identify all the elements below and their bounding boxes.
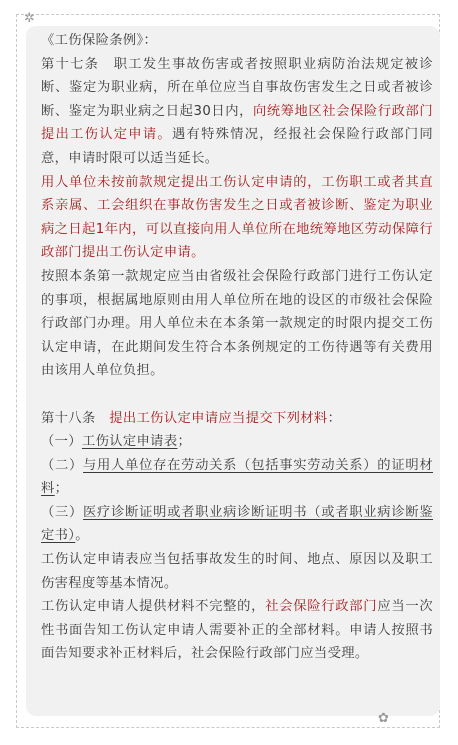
- art17-p1-text: 第十七条 职工发生事故伤害或者按照职业病防治法规定被诊断、鉴定为职业病，所在单位应当自事故伤害发生之日或者被诊断、鉴定为职业病之日起30日内，: [41, 56, 433, 119]
- p5-highlight: 社会保险行政部门: [265, 599, 378, 615]
- material-item-3: [41, 501, 433, 548]
- item1-text: 工伤认定申请表: [81, 434, 178, 450]
- item3-end: 。: [75, 528, 89, 544]
- p5-text: 工伤认定申请人提供材料不完整的，: [41, 599, 266, 615]
- article-17-para-2: 用人单位未按前款规定提出工伤认定申请的，工伤职工或者其直系亲属、工会组织在事故伤害发生之日或者被诊断、鉴定为职业病之日起1年内，可以直接向用人单位所在地统筹地区劳动保障行政部门提出工伤认定申请。: [41, 174, 433, 261]
- item3-text: 医疗诊断证明或者职业病诊断证明书（或者职业病诊断鉴定书）: [41, 504, 433, 544]
- article-18-para-form: 工伤认定申请表应当包括事故发生的时间、地点、原因以及职工伤害程度等基本情况。: [41, 552, 433, 591]
- art18-heading-label: 第十八条: [41, 410, 110, 426]
- p5-tail: 应当一次性书面告知工伤认定申请人需要补正的全部材料。申请人按照书面告知要求补正材料后，社会保险行政部门应当受理。: [41, 599, 433, 662]
- art17-p1-tail: 遇有特殊情况，经报社会保险行政部门同意，申请时限可以适当延长。: [41, 127, 433, 166]
- corner-flourish-bottom-icon: ✿: [378, 711, 389, 726]
- material-item-2: [41, 454, 433, 501]
- article-18-para-incomplete: [41, 595, 433, 666]
- regulation-text: [41, 29, 433, 666]
- item1-prefix: （一）: [41, 434, 82, 450]
- item2-prefix: （二）: [41, 457, 84, 473]
- doc-title: 《工伤保险条例》：: [41, 33, 158, 48]
- art17-p1-highlight: 向统筹地区社会保险行政部门提出工伤认定申请。: [41, 103, 433, 143]
- art18-heading-highlight: 提出工伤认定申请应当提交下列材料: [109, 410, 328, 426]
- material-item-1: [41, 430, 433, 454]
- article-18-heading: [41, 407, 433, 431]
- art18-heading-colon: ：: [327, 410, 342, 426]
- article-17-para-1: [41, 53, 433, 171]
- item1-end: ；: [177, 434, 192, 450]
- item3-prefix: （三）: [41, 504, 84, 520]
- item2-text: 与用人单位存在劳动关系（包括事实劳动关系）的证明材料: [41, 457, 433, 497]
- article-17-para-3: 按照本条第一款规定应当由省级社会保险行政部门进行工伤认定的事项，根据属地原则由用人单位所在地的设区的市级社会保险行政部门办理。用人单位未在本条第一款规定的时限内提交工伤认定申请，在此期间发生符合本条例规定的工伤待遇等有关费用由该用人单位负担。: [41, 268, 433, 379]
- item2-end: ；: [54, 481, 69, 497]
- corner-flourish-icon: ✲: [24, 11, 35, 26]
- paragraph-spacer: [41, 383, 433, 407]
